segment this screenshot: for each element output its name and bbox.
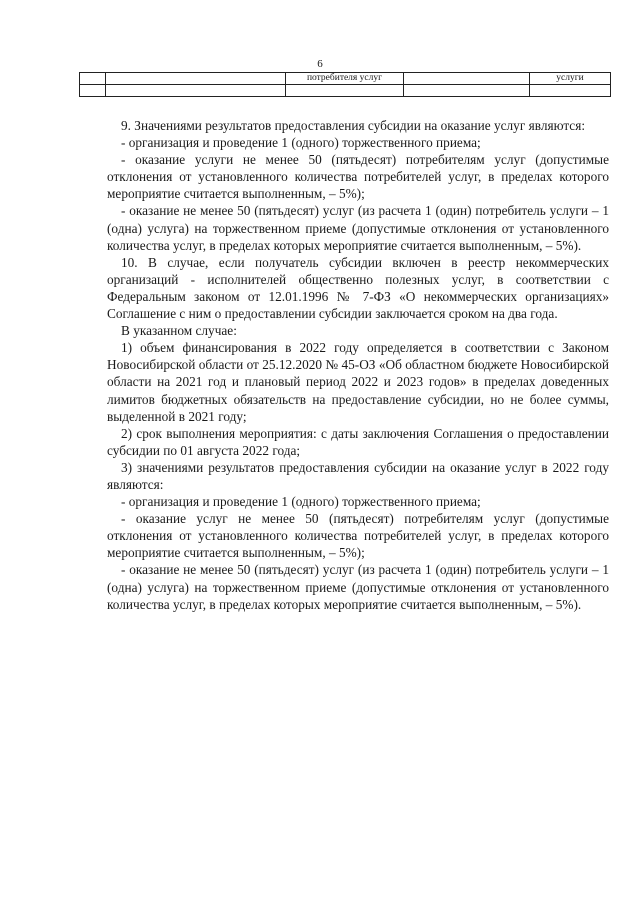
table-cell [286, 85, 404, 97]
list-item: - организация и проведение 1 (одного) торжественного приема; [121, 135, 481, 151]
subitem-2: 2) срок выполнения мероприятия: с даты заключения Соглашения о предоставлении субсидии по 01 августа 2022 года; [107, 425, 609, 458]
list-item: - оказание не менее 50 (пятьдесят) услуг (из расчета 1 (один) потребитель услуги – 1 (одна) услуга) на торжественном приеме (допустимые отклонения от установленного количества услуг, в пределах которых мероприятие считается выполненным, – 5%). [107, 203, 609, 253]
table-cell [530, 85, 611, 97]
table-cell: услуги [530, 73, 611, 85]
paragraph-item-10: 10. В случае, если получатель субсидии включен в реестр некоммерческих организаций - исполнителей общественно полезных услуг, в соответствии с Федеральным законом от 12.01.1996 № 7-ФЗ «О некоммерческих организациях» Соглашение с ним о предоставлении субсидии заключается сроком на два года. [107, 254, 609, 322]
continued-table [79, 72, 611, 97]
table-cell [404, 85, 530, 97]
table-cell [106, 85, 286, 97]
table-cell [106, 73, 286, 85]
paragraph: В указанном случае: [121, 323, 237, 339]
table-cell [80, 85, 106, 97]
table-row [80, 85, 611, 97]
page-number: 6 [317, 58, 323, 70]
list-item: - оказание услуги не менее 50 (пятьдесят) потребителям услуг (допустимые отклонения от установленного количества потребителей услуг, в пределах которого мероприятие считается выполненным, – 5%); [107, 152, 609, 202]
list-item: - оказание услуг не менее 50 (пятьдесят) потребителям услуг (допустимые отклонения от установленного количества потребителей услуг, в пределах которого мероприятие считается выполненным, – 5%); [107, 511, 609, 561]
list-item: - оказание не менее 50 (пятьдесят) услуг (из расчета 1 (один) потребитель услуги – 1 (одна) услуга) на торжественном приеме (допустимые отклонения от установленного количества услуг, в пределах которых мероприятие считается выполненным, – 5%). [107, 562, 609, 612]
table-cell: потребителя услуг [286, 73, 404, 85]
list-item: - организация и проведение 1 (одного) торжественного приема; [121, 494, 481, 510]
paragraph-item-9: 9. Значениями результатов предоставления субсидии на оказание услуг являются: [121, 118, 586, 133]
subitem-1: 1) объем финансирования в 2022 году определяется в соответствии с Законом Новосибирской области от 25.12.2020 № 45-ОЗ «Об областном бюджете Новосибирской области на 2021 год и плановый период 2022 и 2023 годов» в пределах доведенных лимитов бюджетных обязательств на предоставление субсидии, но не более суммы, выделенной в 2021 году; [107, 340, 609, 424]
document-body [107, 117, 609, 613]
table-row [80, 73, 611, 85]
subitem-3: 3) значениями результатов предоставления субсидии на оказание услуг в 2022 году являются: [107, 459, 609, 492]
table-cell [404, 73, 530, 85]
table-cell [80, 73, 106, 85]
